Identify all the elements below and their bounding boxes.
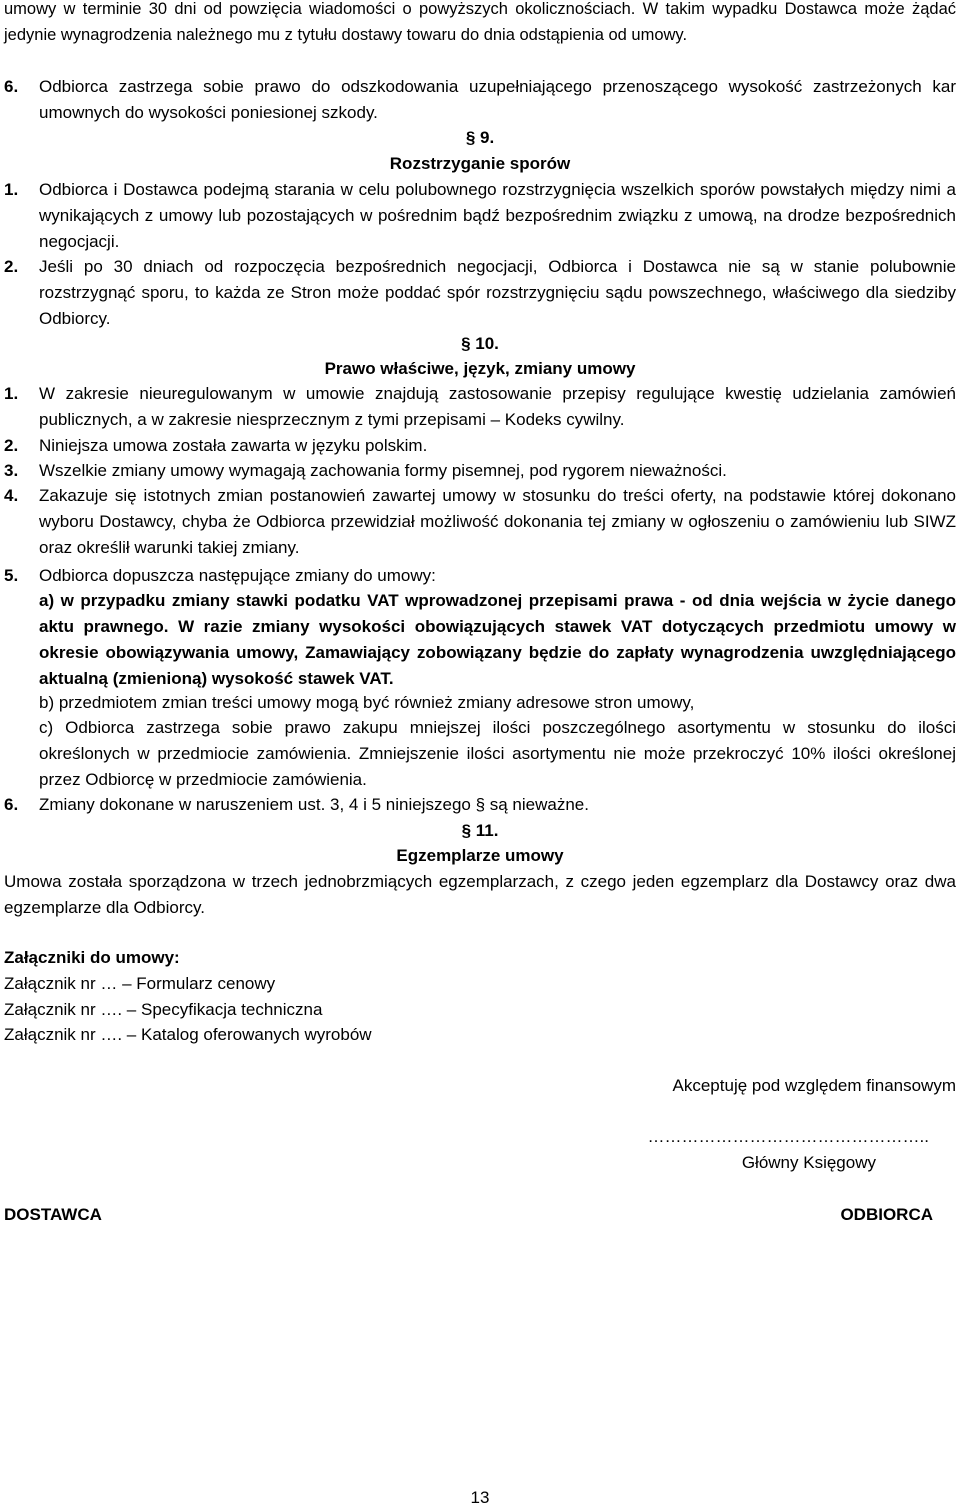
section-title: Rozstrzyganie sporów [389,154,571,173]
list-item [4,563,956,589]
item-number: 1. [4,180,19,199]
party-right: ODBIORCA [840,1205,933,1224]
sub-item-text: c) Odbiorca zastrzega sobie prawo zakupu mniejszej ilości poszczególnego asortymentu w stosunku do ilości określonych w przedmiocie zamówienia. Zmniejszenie ilości asortymentu nie może przekroczyć 10% ilości określonej przez Odbiorcę w przedmiocie zamówienia. [39,718,956,789]
item-text: Zmiany dokonane w naruszeniem ust. 3, 4 i 5 niniejszego § są nieważne. [39,795,589,814]
item-text: Zakazuje się istotnych zmian postanowień zawartej umowy w stosunku do treści oferty, na podstawie której dokonano wyboru Dostawcy, chyba że Odbiorca przewidział możliwość dokonania tej zmiany w ogłoszeniu o zamówieniu lub SIWZ oraz określił warunki takiej zmiany. [39,486,956,557]
attachment-item: Załącznik nr … – Formularz cenowy [4,974,276,993]
item-text: Odbiorca i Dostawca podejmą starania w celu polubownego rozstrzygnięcia wszelkich sporów powstałych między nimi a wynikających z umowy lub pozostających w pośrednim bądź bezpośrednim związku z umową, na drodze bezpośrednich negocjacji. [39,180,956,251]
list-item [4,254,956,332]
section-title: Egzemplarze umowy [396,846,564,865]
item-text: Niniejsza umowa została zawarta w języku polskim. [39,436,428,455]
section-number: § 9. [465,128,495,147]
item-number: 6. [4,77,19,96]
section-paragraph: Umowa została sporządzona w trzech jednobrzmiących egzemplarzach, z czego jeden egzemplarz dla Dostawcy oraz dwa egzemplarze dla Odbiorcy. [4,872,956,917]
item-number: 6. [4,795,19,814]
list-item [4,177,956,255]
item-text: W zakresie nieuregulowanym w umowie znajdują zastosowanie przepisy regulujące kwestię udzielania zamówień publicznych, a w zakresie niesprzecznym z tymi przepisami – Kodeks cywilny. [39,384,956,429]
list-item [4,381,956,433]
signature-line: ………………………………………….. [647,1127,929,1146]
party-left: DOSTAWCA [4,1205,102,1224]
page-number: 13 [470,1488,490,1507]
list-item [4,74,956,126]
sub-item-text: b) przedmiotem zmian treści umowy mogą być również zmiany adresowe stron umowy, [39,693,695,712]
section-title: Prawo właściwe, język, zmiany umowy [324,359,636,378]
attachment-item: Załącznik nr …. – Specyfikacja techniczna [4,1000,323,1019]
continuation-paragraph [4,0,956,48]
item-number: 1. [4,384,19,403]
list-item [4,792,956,818]
continuation-text: umowy w terminie 30 dni od powzięcia wiadomości o powyższych okolicznościach. W takim wypadku Dostawca może żądać jedynie wynagrodzenia należnego mu z tytułu dostawy towaru do dnia odstąpienia od umowy. [4,0,956,44]
item-number: 2. [4,436,19,455]
list-item [4,433,956,459]
list-item [4,458,956,484]
item-number: 2. [4,257,19,276]
attachment-item: Załącznik nr …. – Katalog oferowanych wyrobów [4,1025,372,1044]
sub-item-b [4,690,956,716]
item-number: 3. [4,461,19,480]
signature-role: Główny Księgowy [741,1153,876,1172]
item-text: Wszelkie zmiany umowy wymagają zachowania formy pisemnej, pod rygorem nieważności. [39,461,727,480]
sub-item-text: a) w przypadku zmiany stawki podatku VAT wprowadzonej przepisami prawa - od dnia wejścia w życie danego aktu prawnego. W razie zmiany wysokości obowiązujących stawek VAT dotyczących przedmiotu umowy w okresie obowiązywania umowy, Zamawiający zobowiązany będzie do zapłaty wynagrodzenia uwzględniającego aktualną (zmienioną) wysokość stawek VAT. [39,591,956,688]
section-number: § 10. [461,334,499,353]
sub-item-a [4,588,956,692]
item-text: Odbiorca zastrzega sobie prawo do odszkodowania uzupełniającego przenoszącego wysokość zastrzeżonych kar umownych do wysokości poniesionej szkody. [39,77,956,122]
sub-item-c [4,715,956,793]
list-item [4,483,956,561]
attachments-heading: Załączniki do umowy: [4,948,180,967]
item-text: Jeśli po 30 dniach od rozpoczęcia bezpośrednich negocjacji, Odbiorca i Dostawca nie są w stanie polubownie rozstrzygnąć sporu, to każda ze Stron może poddać spór rozstrzygnięciu sądu powszechnego, właściwego dla siedziby Odbiorcy. [39,257,956,328]
section-number: § 11. [461,821,499,840]
item-number: 4. [4,486,19,505]
finance-acceptance: Akceptuję pod względem finansowym [672,1076,956,1095]
item-number: 5. [4,566,19,585]
item-text: Odbiorca dopuszcza następujące zmiany do umowy: [39,566,436,585]
